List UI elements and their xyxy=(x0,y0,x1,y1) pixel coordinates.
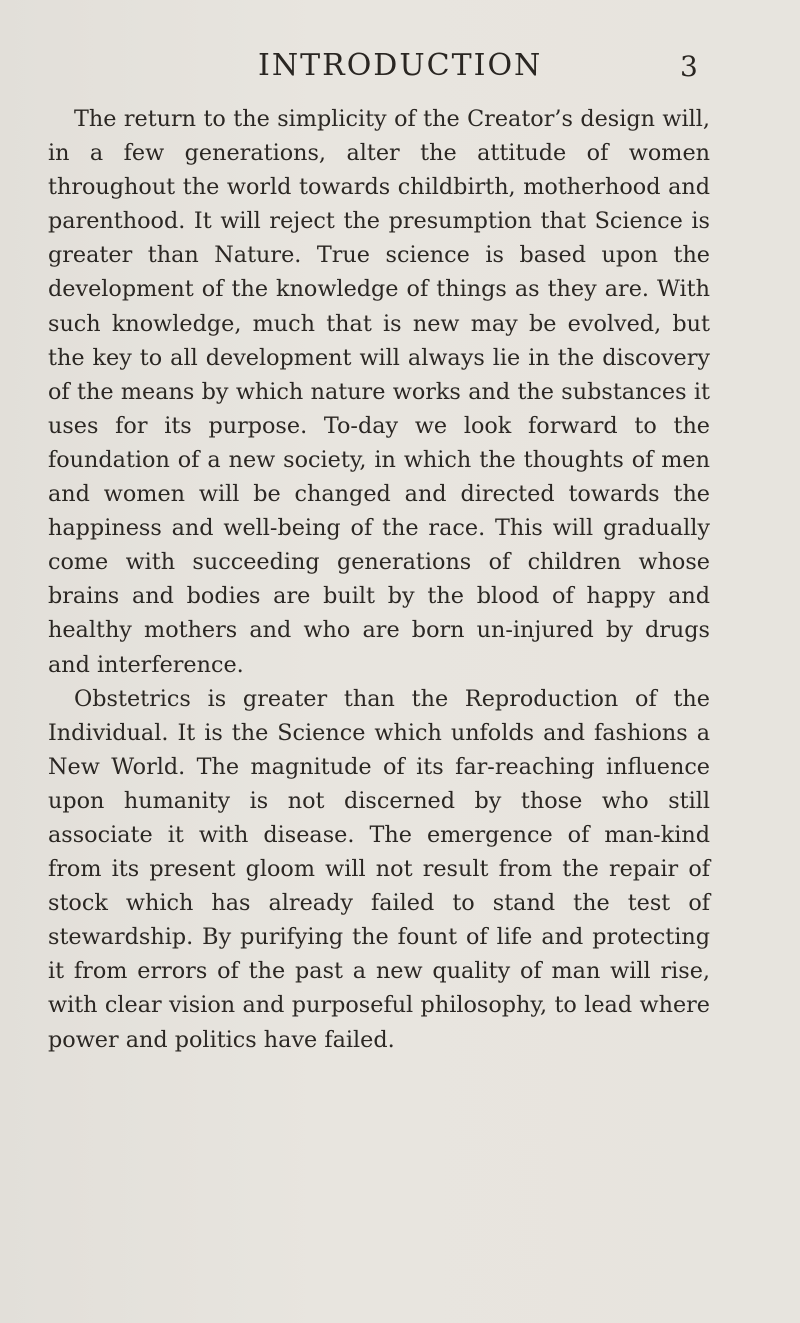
paragraph-1: The return to the simplicity of the Creator’s design will, in a few generations, alter the attitude of women throughout the world towards childbirth, motherhood and parenthood. It will reject the presumption that Science is greater than Nature. True science is based upon the development of the knowledge of things as they are. With such knowledge, much that is new may be evolved, but the key to all development will always lie in the discovery of the means by which nature works and the substances it uses for its purpose. To-day we look forward to the foundation of a new society, in which the thoughts of men and women will be changed and directed towards the happiness and well-being of the race. This will gradually come with succeeding generations of children whose brains and bodies are built by the blood of happy and healthy mothers and who are born un-injured by drugs and interference. xyxy=(48,106,710,678)
running-head xyxy=(0,44,800,88)
paragraph-2: Obstetrics is greater than the Reproduction of the Individual. It is the Science which unfolds and fashions a New World. The magnitude of its far-reaching influence upon humanity is not discerned by those who still associate it with disease. The emergence of man-kind from its present gloom will not result from the repair of stock which has already failed to stand the test of stewardship. By purifying the fount of life and protecting it from errors of the past a new quality of man will rise, with clear vision and purposeful philosophy, to lead where power and politics have failed. xyxy=(48,685,710,1053)
running-title: INTRODUCTION xyxy=(258,48,543,83)
body-text xyxy=(48,102,710,1057)
page-number: 3 xyxy=(680,50,698,83)
